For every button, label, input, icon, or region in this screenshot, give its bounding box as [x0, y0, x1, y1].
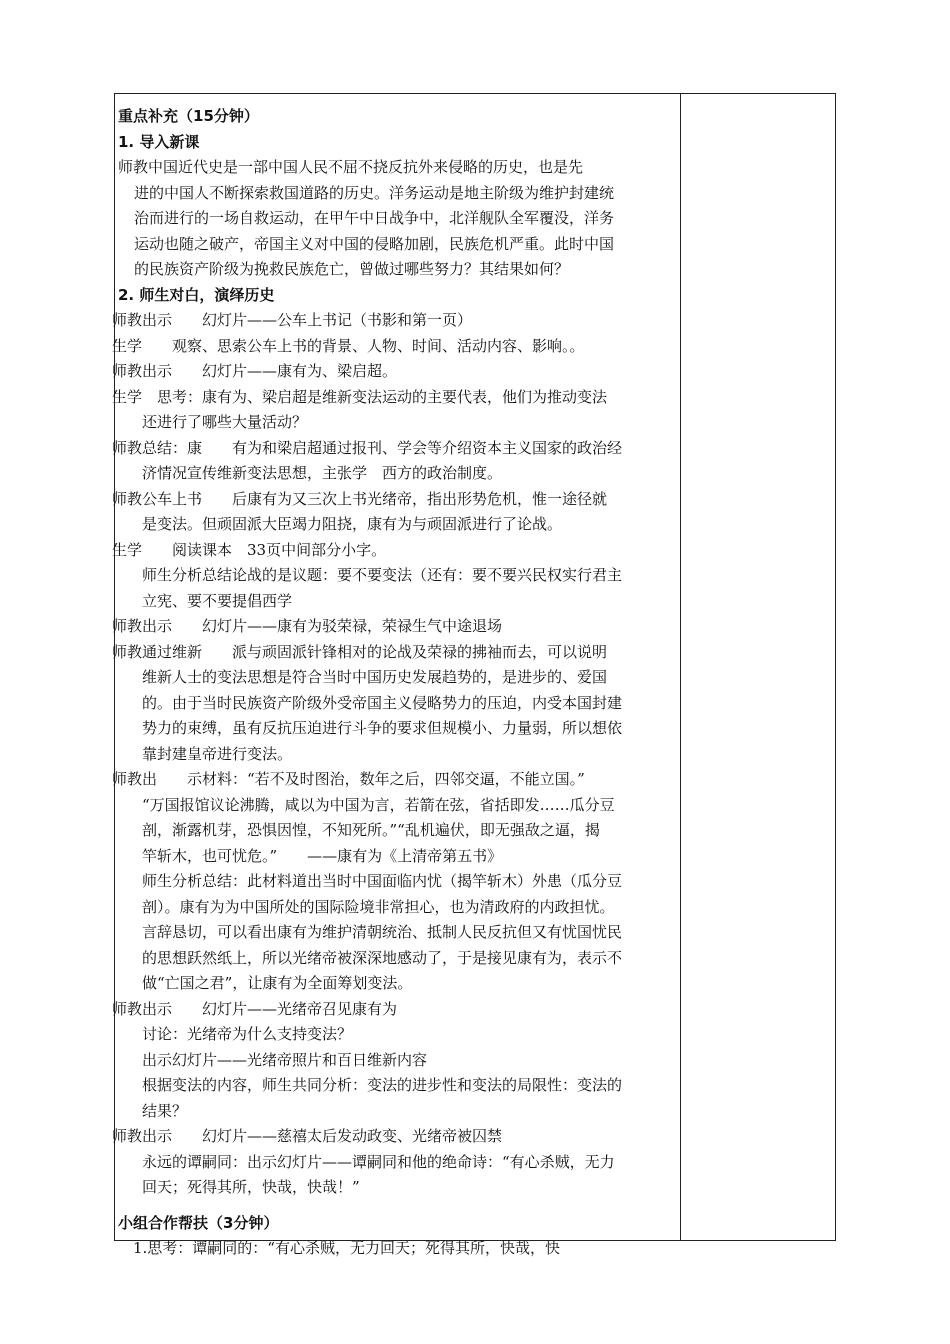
dialogue-line: 剖）。康有为为中国所处的国际险境非常担心，也为清政府的内政担忧。: [112, 897, 615, 916]
dialogue-block: [112, 308, 674, 1201]
dialogue-line: 根据变法的内容，师生共同分析：变法的进步性和变法的局限性：变法的: [112, 1076, 623, 1094]
dialogue-line: 靠封建皇帝进行变法。: [112, 744, 293, 763]
intro-line: 进的中国人不断探索救国道路的历史。洋务运动是地主阶级为维护封建统: [134, 183, 615, 202]
dialogue-line: 出示幻灯片——光绪帝照片和百日维新内容: [112, 1050, 428, 1069]
dialogue-line: 济情况宣传维新变法思想，主张学 西方的政治制度。: [112, 464, 503, 482]
dialogue-line: 师教出 示材料：“若不及时图治，数年之后，四邻交逼，不能立国。”: [112, 770, 585, 788]
dialogue-line: 永远的谭嗣同：出示幻灯片——谭嗣同和他的绝命诗：“有心杀贼，无力: [112, 1152, 615, 1171]
dialogue-line: 讨论：光绪帝为什么支持变法？: [112, 1025, 353, 1043]
group-work-title: 小组合作帮扶（3分钟）: [118, 1213, 279, 1232]
dialogue-line: 言辞恳切，可以看出康有为维护清朝统治、抵制人民反抗但又有忧国忧民: [112, 923, 623, 941]
dialogue-line: 还进行了哪些大量活动？: [112, 413, 308, 431]
dialogue-line: 师教出示 幻灯片——公车上书记（书影和第一页）: [112, 311, 473, 329]
intro-line: 治而进行的一场自救运动，在甲午中日战争中，北洋舰队全军覆没，洋务: [134, 209, 615, 227]
dialogue-line: 师教出示 幻灯片——康有为驳荣禄，荣禄生气中途退场: [112, 617, 503, 635]
dialogue-line: 生学 观察、思索公车上书的背景、人物、时间、活动内容、影响。。: [112, 336, 585, 355]
section-spacer: [118, 1201, 674, 1211]
dialogue-line: 的思想跃然纸上，所以光绪帝被深深地感动了，于是接见康有为，表示不: [112, 948, 623, 967]
dialogue-line: 师教总结：康 有为和梁启超通过报刊、学会等介绍资本主义国家的政治经: [112, 438, 623, 457]
dialogue-line: 是变法。但顽固派大臣竭力阻挠，康有为与顽固派进行了论战。: [112, 515, 563, 533]
dialogue-line: 的。由于当时民族资产阶级外受帝国主义侵略势力的压迫，内受本国封建: [112, 693, 623, 712]
dialogue-line: 生学 思考：康有为、梁启超是维新变法运动的主要代表，他们为推动变法: [112, 387, 608, 406]
dialogue-line: 师教公车上书 后康有为又三次上书光绪帝，指出形势危机，惟一途径就: [112, 489, 608, 508]
intro-line: 运动也随之破产，帝国主义对中国的侵略加剧，民族危机严重。此时中国: [134, 234, 615, 253]
dialogue-line: 维新人士的变法思想是符合当时中国历史发展趋势的，是进步的、爱国: [112, 668, 608, 686]
dialogue-line: 做“亡国之君”，让康有为全面筹划变法。: [112, 974, 413, 992]
dialogue-line: 竿斩木，也可忧危。” ——康有为《上清帝第五书》: [112, 846, 503, 865]
intro-line: 师教中国近代史是一部中国人民不屈不挠反抗外来侵略的历史，也是先: [118, 158, 584, 176]
dialogue-line: 师教出示 幻灯片——康有为、梁启超。: [112, 362, 398, 380]
subsection-dialogue-title: 2. 师生对白，演绎历史: [118, 285, 275, 304]
dialogue-line: “万国报馆议论沸腾，咸以为中国为言，若箭在弦，省括即发……瓜分豆: [112, 795, 615, 814]
dialogue-line: 剖，渐露机芽，恐惧因惶，不知死所。”“乱机遍伏，即无强敌之逼，揭: [112, 821, 600, 839]
lesson-content: [112, 104, 674, 1262]
dialogue-line: 师生分析总结：此材料道出当时中国面临内忧（揭竿斩木）外患（瓜分豆: [112, 872, 623, 890]
table-column-divider: [680, 93, 681, 1241]
dialogue-line: 师生分析总结论战的是议题：要不要变法（还有：要不要兴民权实行君主: [112, 566, 623, 584]
dialogue-line: 师教通过维新 派与顽固派针锋相对的论战及荣禄的拂袖而去，可以说明: [112, 642, 608, 661]
dialogue-line: 结果？: [112, 1101, 188, 1120]
dialogue-line: 势力的束缚，虽有反抗压迫进行斗争的要求但规模小、力量弱，所以想依: [112, 719, 623, 737]
dialogue-line: 立宪、要不要提倡西学: [112, 591, 293, 610]
dialogue-line: 回天；死得其所，快哉，快哉！”: [112, 1178, 360, 1196]
subsection-intro-title: 1. 导入新课: [118, 132, 200, 151]
section-title: 重点补充（15分钟）: [118, 107, 259, 125]
intro-paragraph: [118, 155, 674, 283]
group-work-question: 1.思考：谭嗣同的：“有心杀贼，无力回天；死得其所，快哉，快: [118, 1239, 560, 1257]
intro-line: 的民族资产阶级为挽救民族危亡，曾做过哪些努力？其结果如何？: [134, 260, 570, 278]
dialogue-line: 师教出示 幻灯片——光绪帝召见康有为: [112, 999, 398, 1018]
dialogue-line: 生学 阅读课本 33页中间部分小字。: [112, 540, 387, 559]
dialogue-line: 师教出示 幻灯片——慈禧太后发动政变、光绪帝被囚禁: [112, 1127, 503, 1145]
